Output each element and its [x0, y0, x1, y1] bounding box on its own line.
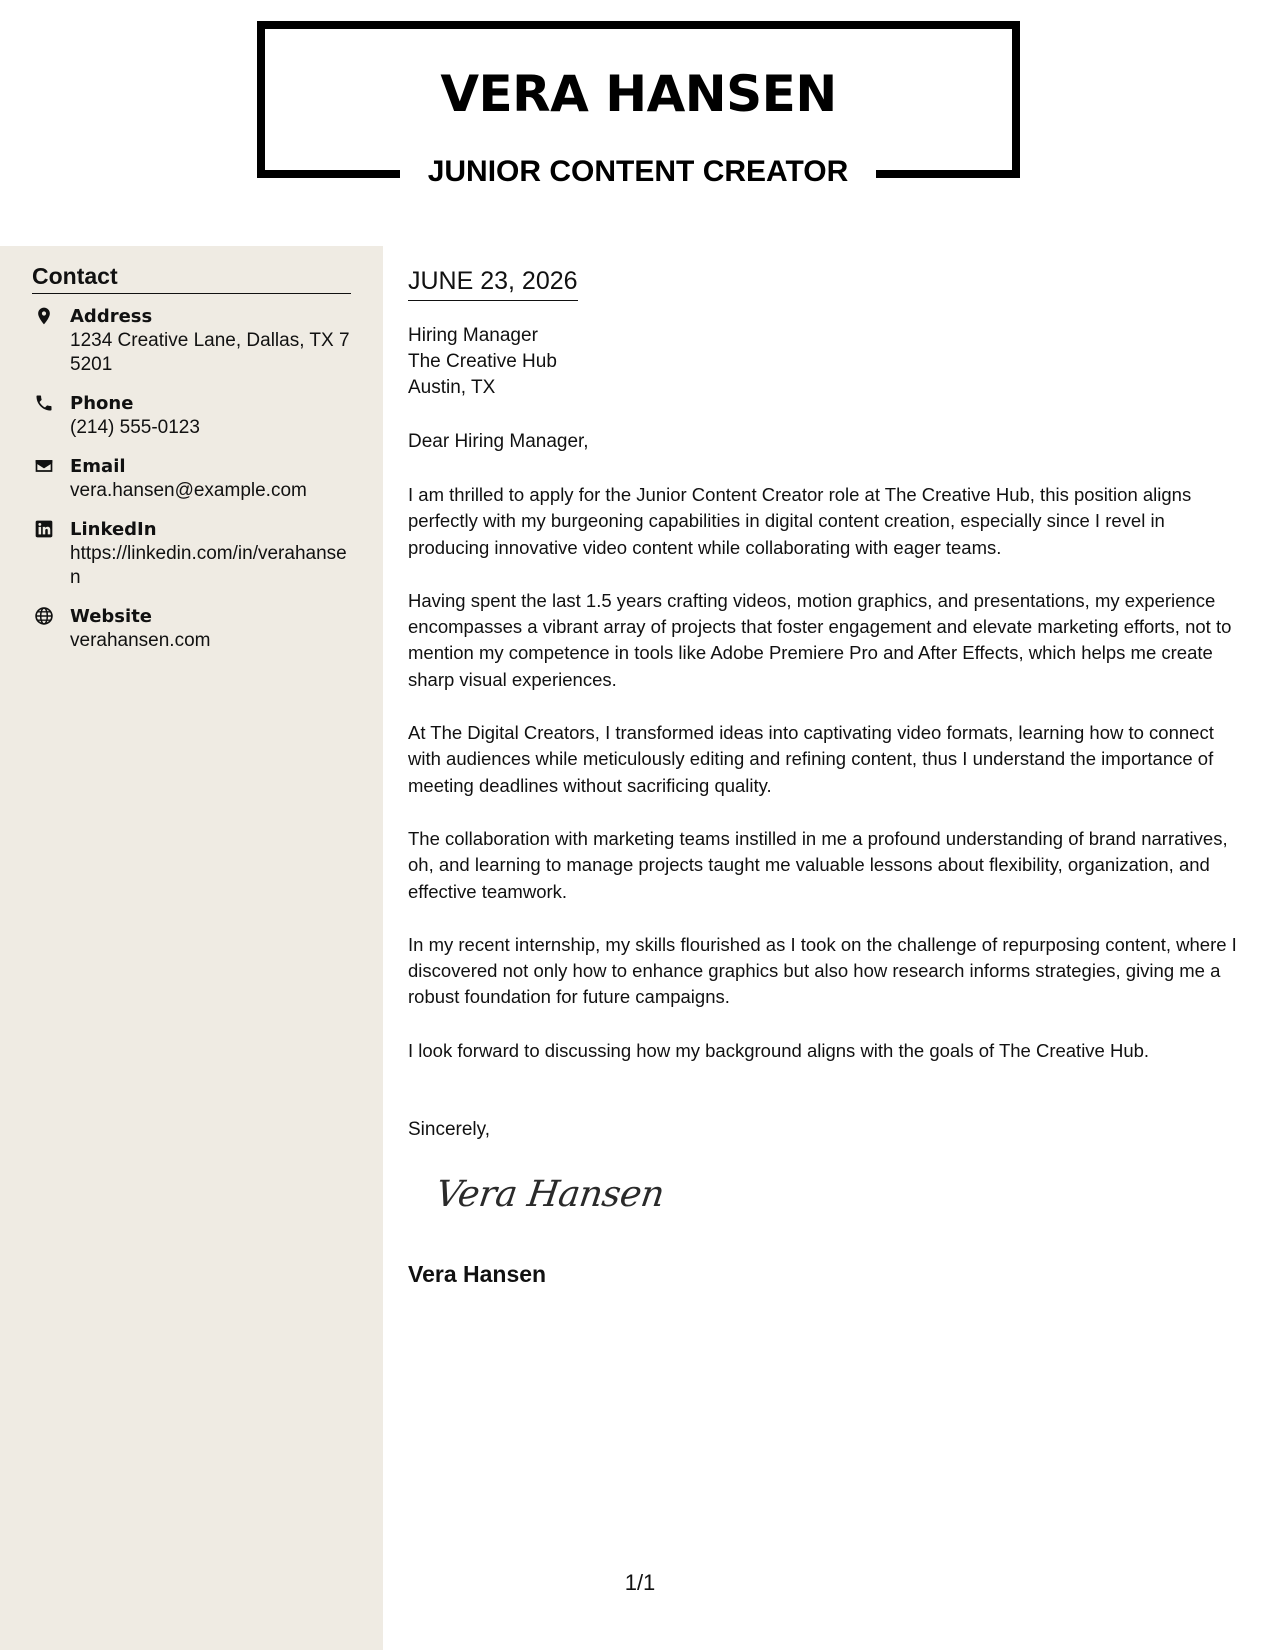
- applicant-name: VERA HANSEN: [440, 65, 837, 123]
- contact-item-phone: [32, 391, 352, 440]
- letter-body: [408, 482, 1250, 1091]
- recipient-line: The Creative Hub: [408, 351, 557, 372]
- contact-address-value: 1234 Creative Lane, Dallas, TX 75201: [70, 330, 350, 375]
- page-number: 1/1: [624, 1570, 656, 1595]
- recipient-block: [408, 323, 1250, 401]
- contact-item-linkedin: [32, 517, 352, 590]
- contact-item-website: [32, 604, 352, 653]
- contact-label: Phone: [70, 393, 134, 414]
- header-frame-top: [257, 21, 1020, 29]
- signer-name: Vera Hansen: [408, 1261, 547, 1287]
- contact-label: Email: [70, 456, 126, 477]
- closing: Sincerely,: [408, 1119, 491, 1140]
- contact-label: Address: [70, 306, 153, 327]
- header-frame-bottom-right: [876, 170, 1020, 178]
- body-paragraph: The collaboration with marketing teams instilled in me a profound understanding of brand narratives, oh, and learning to manage projects taught me valuable lessons about flexibility, organization, and effective teamwork.: [408, 827, 1228, 902]
- resume-header: [0, 0, 1275, 246]
- recipient-line: Hiring Manager: [408, 325, 538, 346]
- handwritten-signature: Vera Hansen: [433, 1174, 667, 1215]
- contact-item-address: [32, 304, 352, 377]
- contact-sidebar: [0, 246, 383, 1650]
- body-paragraph: In my recent internship, my skills flourished as I took on the challenge of repurposing content, where I discovered not only how to enhance graphics but also how research informs strategies, giving me a robust foundation for future campaigns.: [408, 933, 1237, 1008]
- contact-email-value[interactable]: vera.hansen@example.com: [70, 480, 307, 501]
- contact-label: LinkedIn: [70, 519, 157, 540]
- contact-phone-value: (214) 555-0123: [70, 417, 200, 438]
- phone-icon: [34, 393, 54, 413]
- body-paragraph: I look forward to discussing how my background aligns with the goals of The Creative Hub.: [408, 1039, 1150, 1061]
- contact-heading: Contact: [32, 260, 351, 294]
- contact-item-email: [32, 454, 352, 503]
- map-pin-icon: [34, 306, 54, 326]
- globe-icon: [34, 606, 54, 626]
- contact-linkedin-value[interactable]: https://linkedin.com/in/verahansen: [70, 543, 347, 588]
- contact-website-value[interactable]: verahansen.com: [70, 630, 211, 651]
- envelope-icon: [34, 456, 54, 476]
- letter-date: JUNE 23, 2026: [408, 264, 578, 301]
- body-paragraph: Having spent the last 1.5 years crafting videos, motion graphics, and presentations, my experience encompasses a vibrant array of projects that foster engagement and elevate marketing efforts, not to mention my competence in tools like Adobe Premiere Pro and After Effects, which helps me create sharp visual experiences.: [408, 589, 1232, 690]
- linkedin-icon: [34, 519, 54, 539]
- salutation: Dear Hiring Manager,: [408, 431, 589, 452]
- body-paragraph: I am thrilled to apply for the Junior Content Creator role at The Creative Hub, this position aligns perfectly with my burgeoning capabilities in digital content creation, especially since I revel in producing innovative video content while collaborating with eager teams.: [408, 484, 1192, 558]
- recipient-line: Austin, TX: [408, 377, 496, 398]
- body-paragraph: At The Digital Creators, I transformed ideas into captivating video formats, learning how to connect with audiences while meticulously editing and refining content, thus I understand the importance of meeting deadlines without sacrificing quality.: [408, 722, 1214, 796]
- contact-list: [32, 304, 352, 667]
- job-title: JUNIOR CONTENT CREATOR: [427, 155, 849, 188]
- contact-label: Website: [70, 606, 153, 627]
- header-frame-bottom-left: [257, 170, 400, 178]
